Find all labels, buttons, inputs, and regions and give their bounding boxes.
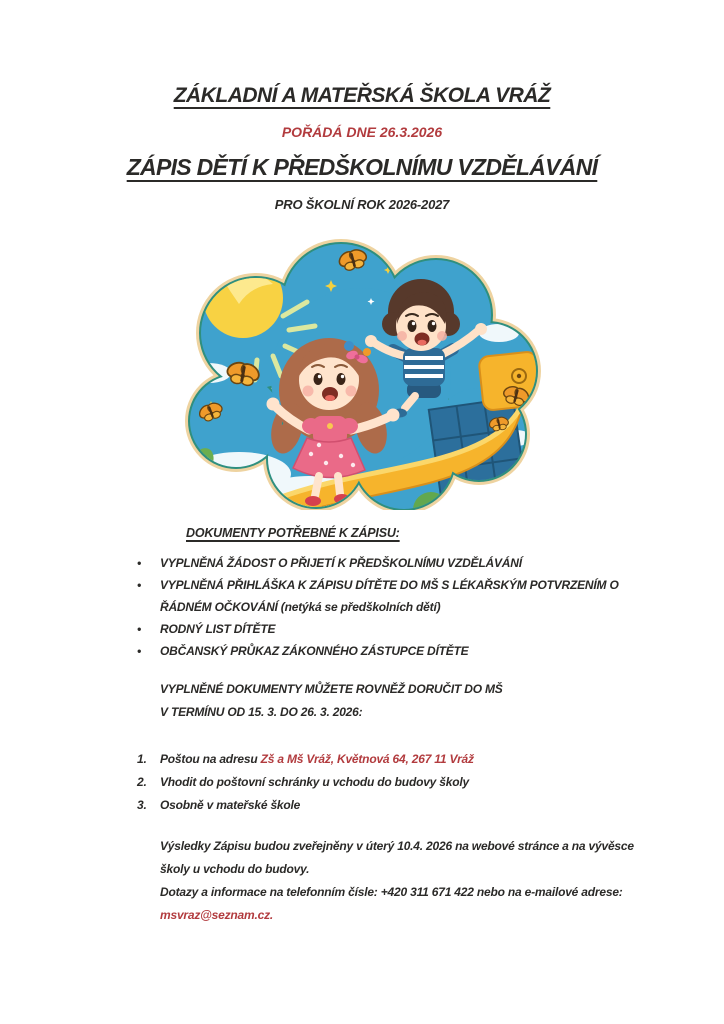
list-item: [137, 771, 657, 794]
documents-heading: DOKUMENTY POTŘEBNÉ K ZÁPISU:: [186, 526, 400, 540]
footer-info: [160, 835, 665, 927]
list-number: 1.: [137, 752, 147, 766]
contact-line: Dotazy a informace na telefonním čísle: +420 311 671 422 nebo na e-mailové adrese:: [160, 885, 623, 899]
results-announcement: Výsledky Zápisu budou zveřejněny v úterý 10.4. 2026 na webové stránce a na vývěsce školy u vchodu do budovy.: [160, 839, 634, 876]
list-number: 2.: [137, 775, 147, 789]
list-item: [137, 618, 642, 640]
event-date-line: POŘÁDÁ DNE 26.3.2026: [281, 124, 443, 140]
documents-list: [137, 552, 642, 662]
list-item: [137, 574, 642, 618]
school-name-title: ZÁKLADNÍ A MATEŘSKÁ ŠKOLA VRÁŽ: [173, 84, 551, 107]
flyer-header: [0, 84, 724, 212]
document-item-text: VYPLNĚNÁ PŘIHLÁŠKA K ZÁPISU DÍTĚTE DO MŠ S LÉKAŘSKÝM POTVRZENÍM O ŘÁDNÉM OČKOVÁNÍ (netýká se předškolních dětí): [160, 578, 619, 614]
list-item: [137, 748, 657, 771]
option-text: [160, 794, 300, 817]
delivery-options-list: [137, 748, 657, 817]
email-address: msvraz@seznam.cz.: [160, 908, 274, 922]
school-year-line: PRO ŠKOLNÍ ROK 2026-2027: [274, 197, 450, 212]
document-item-text: VYPLNĚNÁ ŽÁDOST O PŘIJETÍ K PŘEDŠKOLNÍMU VZDĚLÁVÁNÍ: [160, 556, 522, 570]
bullet-marker: •: [137, 578, 142, 592]
children-on-slide-illustration: [181, 238, 543, 510]
document-item-text: RODNÝ LIST DÍTĚTE: [160, 622, 276, 636]
delivery-line: V TERMÍNU OD 15. 3. DO 26. 3. 2026:: [160, 705, 363, 719]
delivery-line: VYPLNĚNÉ DOKUMENTY MŮŽETE ROVNĚŽ DORUČIT DO MŠ: [160, 682, 503, 696]
bullet-marker: •: [137, 644, 142, 658]
bullet-marker: •: [137, 556, 142, 570]
list-item: [137, 794, 657, 817]
bullet-marker: •: [137, 622, 142, 636]
enrollment-main-title: ZÁPIS DĚTÍ K PŘEDŠKOLNÍMU VZDĚLÁVÁNÍ: [126, 154, 598, 180]
option-text: [160, 771, 469, 794]
delivery-section: [0, 678, 724, 817]
option-text-plain: Poštou na adresu: [160, 752, 261, 766]
option-text-plain: Osobně v mateřské škole: [160, 798, 301, 812]
document-item-text: OBČANSKÝ PRŮKAZ ZÁKONNÉHO ZÁSTUPCE DÍTĚTE: [160, 644, 469, 658]
documents-section: [0, 526, 724, 662]
option-text-plain: Vhodit do poštovní schránky u vchodu do budovy školy: [160, 775, 469, 789]
list-item: [137, 552, 642, 574]
option-text: [160, 748, 474, 771]
list-number: 3.: [137, 798, 147, 812]
option-address-highlight: Zš a Mš Vráž, Květnová 64, 267 11 Vráž: [260, 752, 474, 766]
list-item: [137, 640, 642, 662]
delivery-paragraph: [160, 678, 665, 724]
